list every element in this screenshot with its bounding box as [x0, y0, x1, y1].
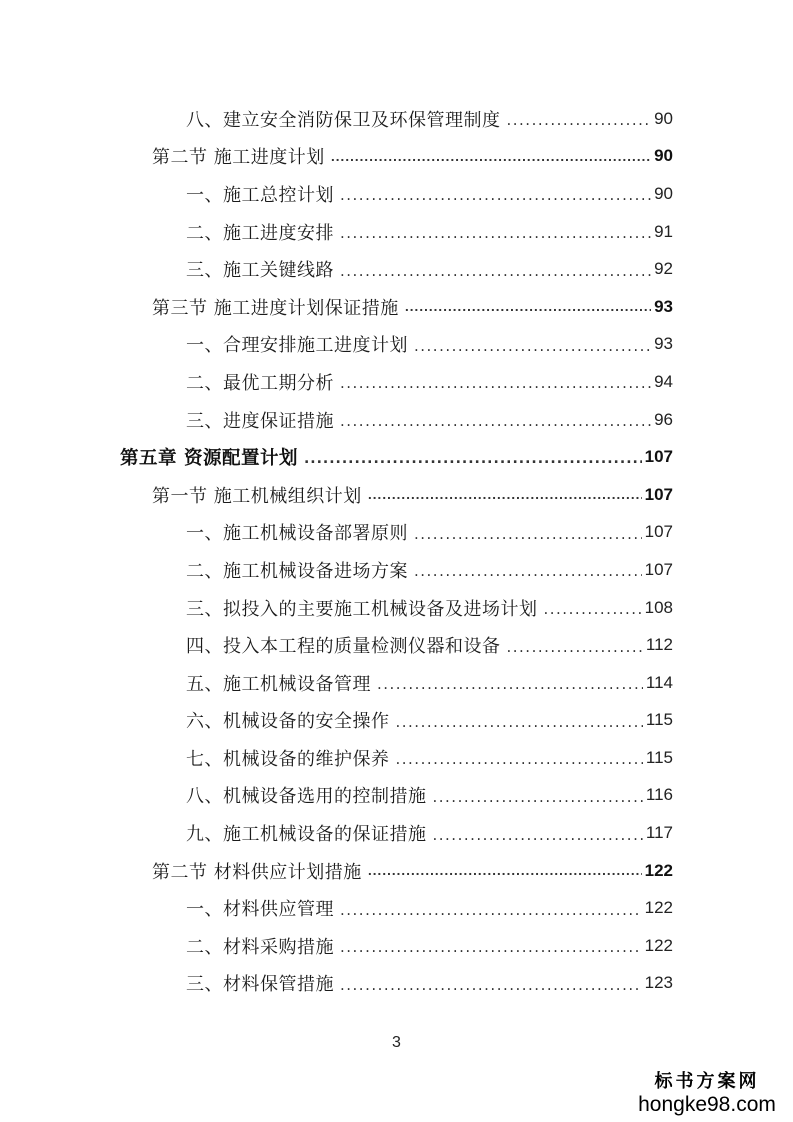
toc-entry[interactable]: [0, 739, 793, 777]
toc-entry[interactable]: [0, 927, 793, 965]
toc-entry-page: 115: [645, 710, 673, 730]
dot-leader: [414, 339, 651, 354]
toc-entry-page: 122: [644, 935, 673, 955]
toc-entry-label: 八、机械设备选用的控制措施: [186, 786, 427, 808]
dot-leader: [507, 640, 643, 655]
toc-entry[interactable]: [0, 138, 793, 176]
toc-entry-page: 91: [654, 221, 673, 241]
toc-entry[interactable]: [0, 288, 793, 326]
dot-leader: [433, 790, 643, 805]
toc-entry-label: 一、材料供应管理: [186, 899, 334, 921]
toc-entry[interactable]: [0, 626, 793, 664]
toc-entry[interactable]: [0, 589, 793, 627]
dot-leader: [414, 527, 642, 542]
dot-leader: [340, 978, 642, 993]
toc-entry-label: 三、材料保管措施: [186, 974, 334, 996]
toc-entry-page: 114: [645, 672, 673, 692]
toc-entry-label: 第五章 资源配置计划: [120, 448, 298, 470]
dot-leader: [368, 490, 642, 501]
dot-leader: [340, 940, 642, 955]
toc-entry[interactable]: [0, 401, 793, 439]
watermark-url: hongke98.com: [638, 1092, 776, 1116]
dot-leader: [433, 828, 643, 843]
toc-entry-page: 90: [654, 108, 673, 128]
dot-leader: [377, 677, 643, 692]
toc-entry-page: 107: [644, 522, 673, 542]
toc-entry-page: 117: [645, 823, 673, 843]
toc-entry-label: 一、施工机械设备部署原则: [186, 523, 408, 545]
dot-leader: [396, 715, 643, 730]
toc-entry-page: 90: [654, 146, 673, 166]
toc-entry-label: 二、最优工期分析: [186, 372, 334, 394]
toc-entry[interactable]: [0, 438, 793, 476]
toc-entry[interactable]: [0, 100, 793, 138]
toc-entry-page: 115: [645, 747, 673, 767]
toc-entry[interactable]: [0, 664, 793, 702]
toc-entry[interactable]: [0, 551, 793, 589]
page-number: 3: [392, 1034, 401, 1051]
dot-leader: [340, 264, 651, 279]
toc-entry-page: 93: [654, 296, 673, 316]
toc-entry-page: 96: [654, 409, 673, 429]
dot-leader: [414, 564, 642, 579]
dot-leader: [368, 866, 642, 877]
dot-leader: [544, 602, 642, 617]
toc-entry-label: 八、建立安全消防保卫及环保管理制度: [186, 109, 501, 131]
toc-entry-page: 122: [644, 860, 673, 880]
watermark-site-name: 标书方案网: [654, 1071, 760, 1093]
dot-leader: [340, 376, 651, 391]
dot-leader: [340, 188, 651, 203]
toc-entry-page: 112: [645, 635, 673, 655]
toc-entry-page: 93: [654, 334, 673, 354]
toc-entry[interactable]: [0, 889, 793, 927]
toc-entry-label: 七、机械设备的维护保养: [186, 748, 390, 770]
toc-entry-page: 107: [644, 559, 673, 579]
toc-entry-page: 108: [644, 597, 673, 617]
dot-leader: [340, 903, 642, 918]
toc-entry[interactable]: [0, 852, 793, 890]
toc-entry-page: 94: [654, 371, 673, 391]
toc-entry-label: 第一节 施工机械组织计划: [152, 485, 362, 507]
toc-entry-page: 122: [644, 898, 673, 918]
dot-leader: [507, 113, 652, 128]
dot-leader: [331, 152, 651, 163]
toc-entry-label: 二、施工进度安排: [186, 222, 334, 244]
toc-entry[interactable]: [0, 175, 793, 213]
toc-entry-label: 六、机械设备的安全操作: [186, 711, 390, 733]
toc-entry[interactable]: [0, 250, 793, 288]
toc-entry-page: 90: [654, 183, 673, 203]
toc-entry-label: 九、施工机械设备的保证措施: [186, 824, 427, 846]
toc-entry-label: 第二节 施工进度计划: [152, 147, 325, 169]
toc-entry[interactable]: [0, 213, 793, 251]
toc-entry[interactable]: [0, 702, 793, 740]
toc-entry[interactable]: [0, 814, 793, 852]
dot-leader: [405, 302, 651, 313]
toc-entry[interactable]: [0, 326, 793, 364]
toc-entry-label: 三、进度保证措施: [186, 410, 334, 432]
table-of-contents: [0, 100, 793, 1002]
toc-entry-label: 一、施工总控计划: [186, 184, 334, 206]
dot-leader: [340, 414, 651, 429]
toc-entry-label: 第三节 施工进度计划保证措施: [152, 297, 399, 319]
toc-entry-label: 二、施工机械设备进场方案: [186, 560, 408, 582]
toc-entry[interactable]: [0, 363, 793, 401]
toc-entry-label: 五、施工机械设备管理: [186, 673, 371, 695]
toc-entry-label: 三、拟投入的主要施工机械设备及进场计划: [186, 598, 538, 620]
toc-entry[interactable]: [0, 514, 793, 552]
toc-entry-label: 四、投入本工程的质量检测仪器和设备: [186, 636, 501, 658]
toc-entry[interactable]: [0, 476, 793, 514]
toc-entry-page: 116: [645, 785, 673, 805]
site-watermark: [637, 1071, 777, 1116]
dot-leader: [340, 226, 651, 241]
dot-leader: [304, 452, 642, 466]
toc-entry-label: 一、合理安排施工进度计划: [186, 335, 408, 357]
toc-entry-label: 二、材料采购措施: [186, 936, 334, 958]
toc-entry[interactable]: [0, 777, 793, 815]
toc-entry-label: 三、施工关键线路: [186, 260, 334, 282]
toc-entry-page: 107: [644, 484, 673, 504]
toc-entry-page: 107: [644, 447, 673, 467]
dot-leader: [396, 752, 643, 767]
toc-entry-page: 92: [654, 259, 673, 279]
toc-entry-page: 123: [644, 973, 673, 993]
toc-entry[interactable]: [0, 965, 793, 1003]
toc-entry-label: 第二节 材料供应计划措施: [152, 861, 362, 883]
